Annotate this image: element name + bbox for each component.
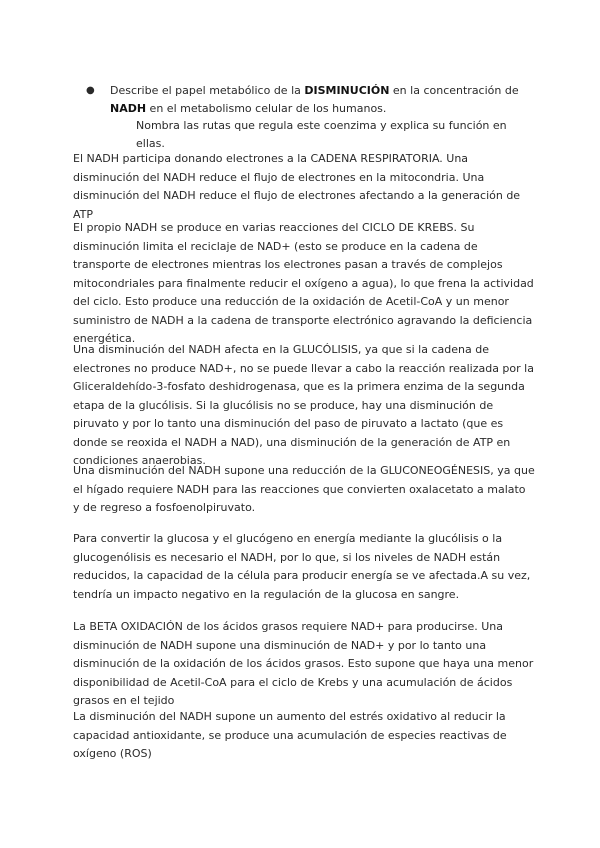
question-bold-disminucion: DISMINUCIÓN [304,84,390,97]
question-bullet [86,82,526,152]
paragraph-gluconeogenesis: Una disminución del NADH supone una reducción de la GLUCONEOGÉNESIS, ya que el hígado requiere NADH para las reacciones que convierten oxalacetato a malato y de regreso a fosfoenolpiruvato. [73,464,535,514]
question-part-1: Describe el papel metabólico de la [110,84,305,97]
question-line-2: Nombra las rutas que regula este coenzima y explica su función en ellas. [136,119,507,150]
paragraph-ciclo-krebs: El propio NADH se produce en varias reacciones del CICLO DE KREBS. Su disminución limita el reciclaje de NAD+ (esto se produce en la cadena de transporte de electrones mientras los electrones pasan a través de complejos mitocondriales para finalmente reducir el oxígeno a agua), lo que frena la actividad del ciclo. Esto produce una reducción de la oxidación de Acetil-CoA y un menor suministro de NADH a la cadena de transporte electrónico agravando la deficiencia energética. [73,221,534,345]
question-part-3: en el metabolismo celular de los humanos. [146,101,387,115]
paragraph-glucolisis: Una disminución del NADH afecta en la GLUCÓLISIS, ya que si la cadena de electrones no produce NAD+, no se puede llevar a cabo la reacción realizada por la Gliceraldehído-3-fosfato deshidrogenasa, que es la primera enzima de la segunda etapa de la glucólisis. Si la glucólisis no se produce, hay una disminución de piruvato y por lo tanto una disminución del paso de piruvato a lactato (que es donde se reoxida el NADH a NAD), una disminución de la generación de ATP en condiciones anaerobias. [73,343,534,467]
question-bold-nadh: NADH [110,101,147,115]
paragraph-beta-oxidacion: La BETA OXIDACIÓN de los ácidos grasos requiere NAD+ para producirse. Una disminución de NADH supone una disminución de NAD+ y por lo tanto una disminución de la oxidación de los ácidos grasos. Esto supone que haya una menor disponibilidad de Acetil-CoA para el ciclo de Krebs y una acumulación de ácidos grasos en el tejido [73,620,534,707]
bullet-icon: ● [86,85,95,96]
paragraph-cadena-respiratoria: El NADH participa donando electrones a la CADENA RESPIRATORIA. Una disminución del NADH reduce el flujo de electrones en la mitocondria. Una disminución del NADH reduce el flujo de electrones afectando a la generación de ATP [73,152,521,221]
paragraph-glucogenolisis: Para convertir la glucosa y el glucógeno en energía mediante la glucólisis o la glucogenólisis es necesario el NADH, por lo que, si los niveles de NADH están reducidos, la capacidad de la célula para producir energía se ve afectada.A su vez, tendría un impacto negativo en la regulación de la glucosa en sangre. [73,532,531,601]
question-part-2: en la concentración de [389,84,519,97]
question-text [110,82,526,152]
paragraph-estres-oxidativo: La disminución del NADH supone un aumento del estrés oxidativo al reducir la capacidad antioxidante, se produce una acumulación de especies reactivas de oxígeno (ROS) [73,710,507,760]
